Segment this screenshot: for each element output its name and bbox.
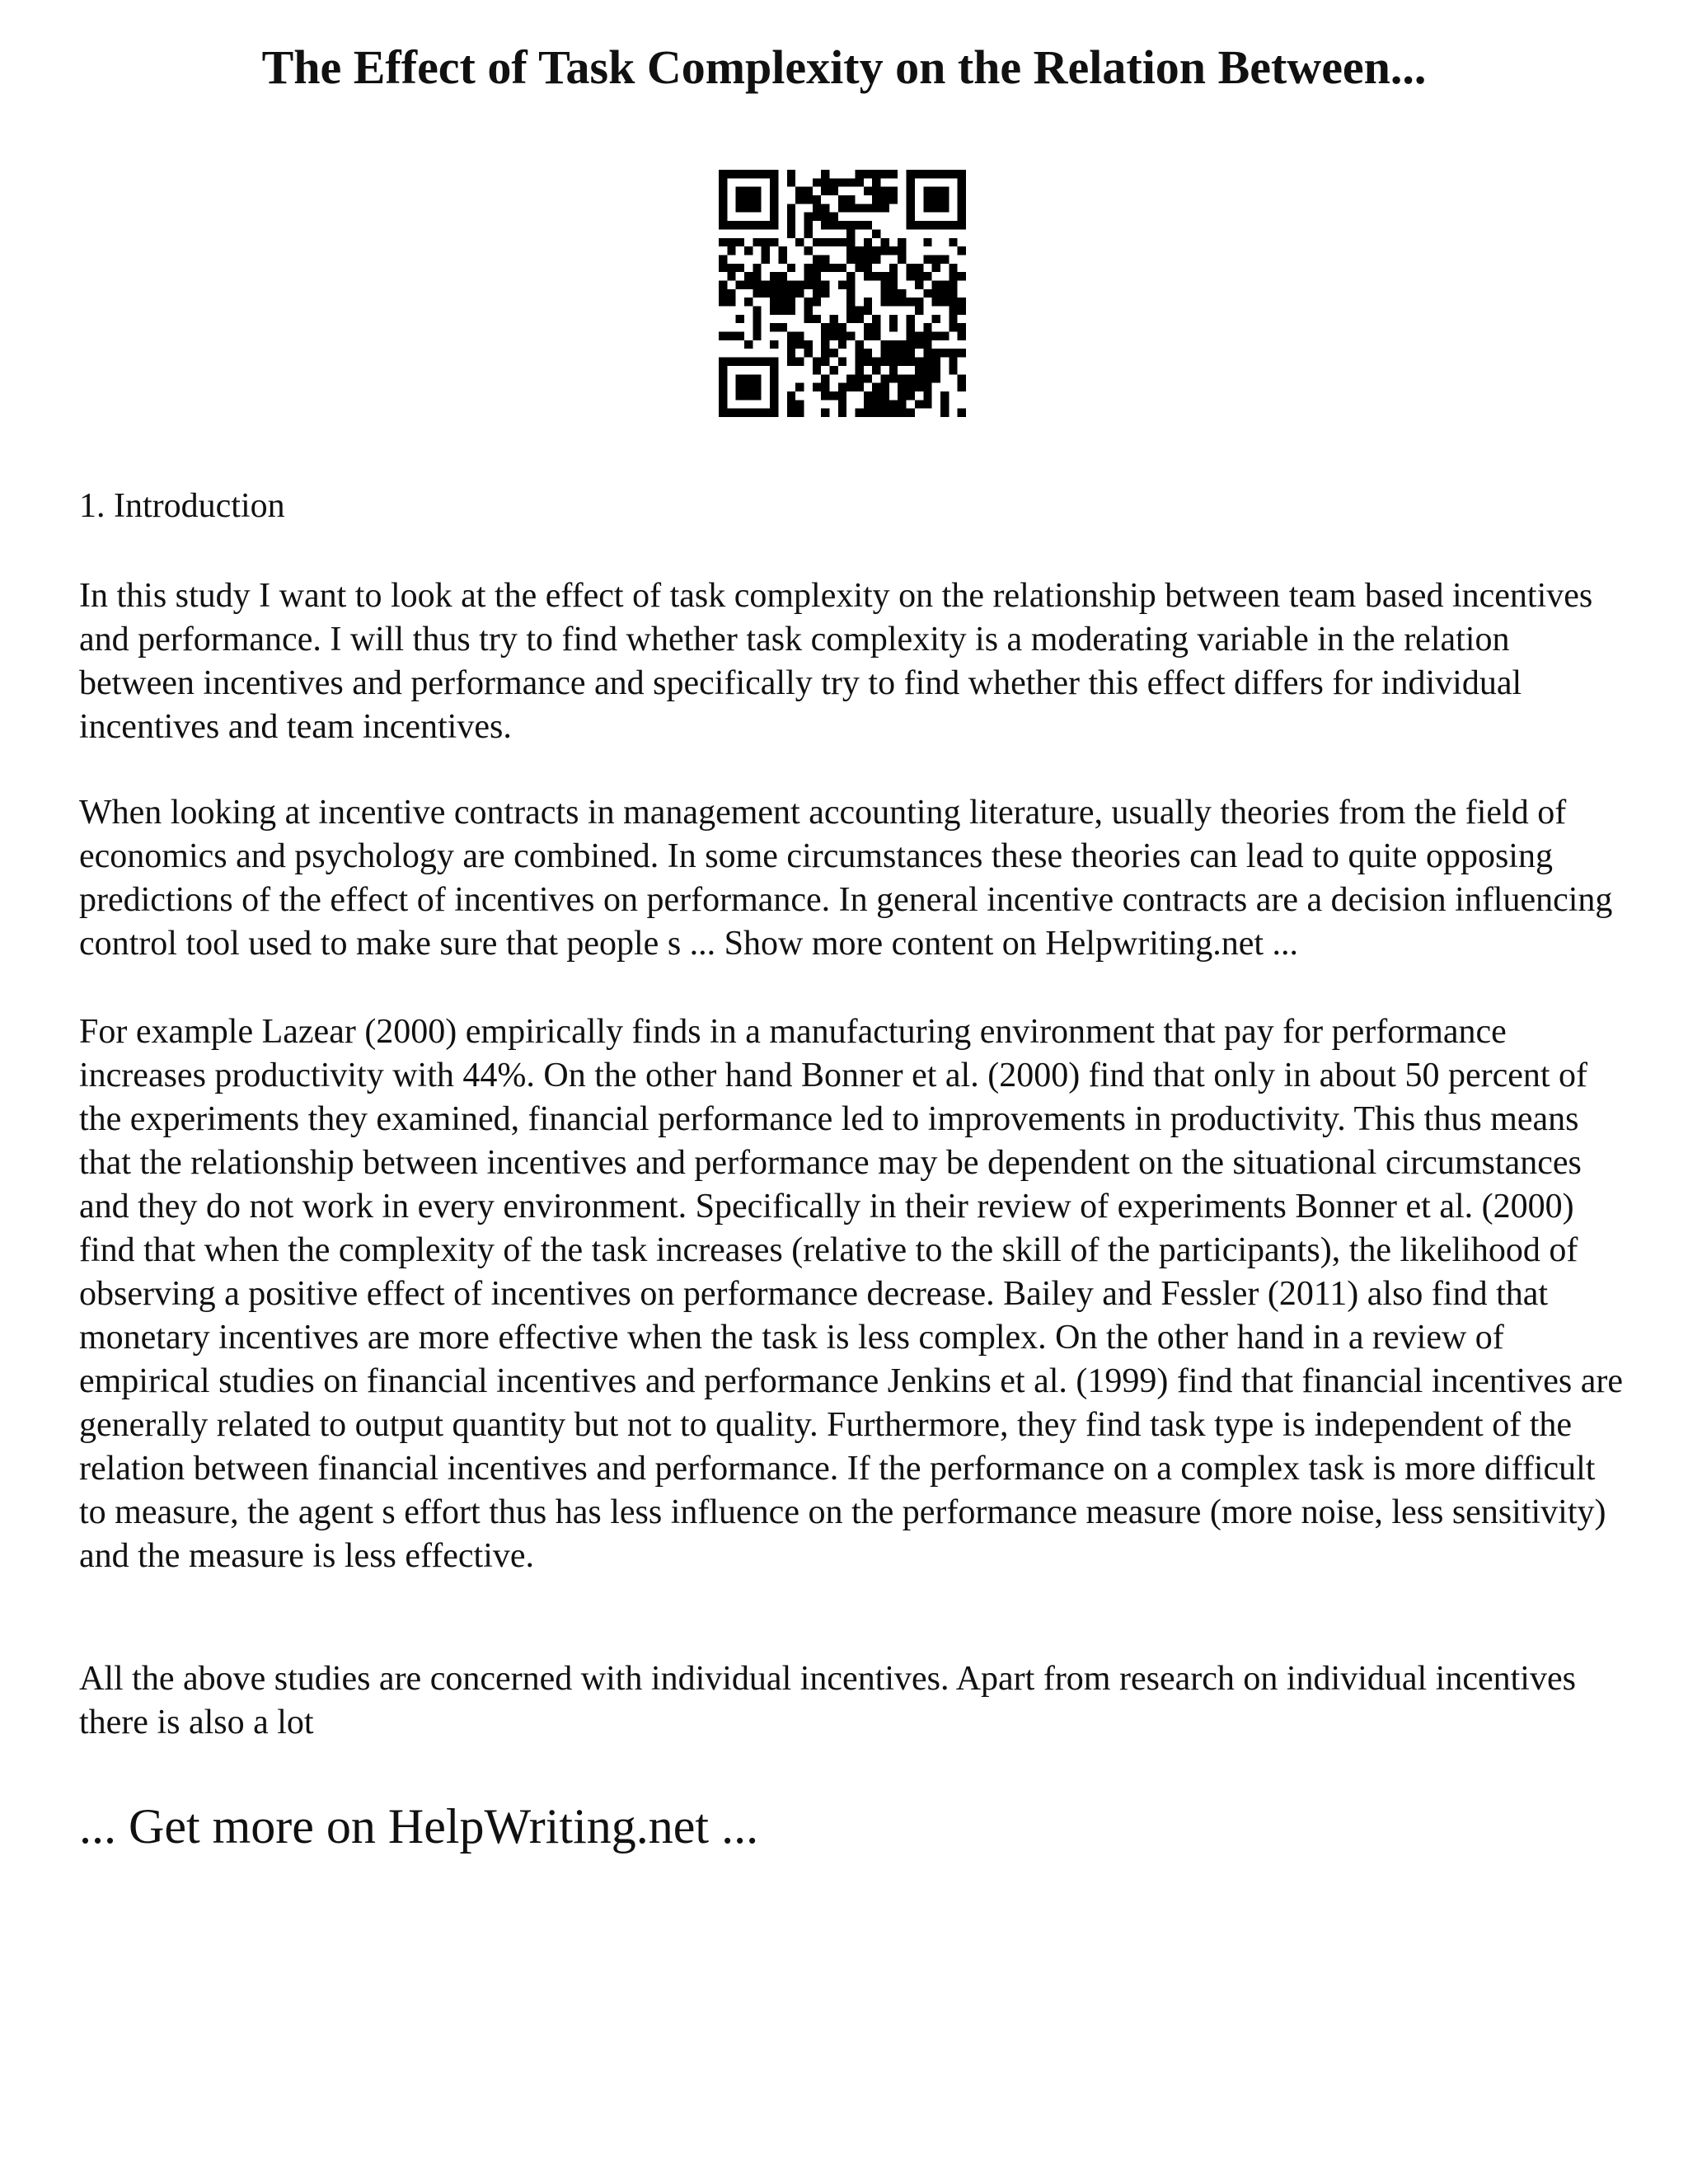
paragraph-4: All the above studies are concerned with individual incentives. Apart from research on individual incentives there is also a lot	[79, 1660, 1576, 1741]
section-heading: 1. Introduction	[79, 487, 285, 525]
qr-code-icon	[719, 170, 966, 417]
page-title: The Effect of Task Complexity on the Relation Between...	[261, 40, 1427, 94]
paragraph-1: In this study I want to look at the effect of task complexity on the relationship between team based incentives and performance. I will thus try to find whether task complexity is a moderating variable in the relation between incentives and performance and specifically try to find whether this effect differs for individual incentives and team incentives.	[79, 577, 1593, 746]
paragraph-3: For example Lazear (2000) empirically finds in a manufacturing environment that pay for performance increases productivity with 44%. On the other hand Bonner et al. (2000) find that only in about 50 percent of the experiments they examined, financial performance led to improvements in productivity. This thus means that the relationship between incentives and performance may be dependent on the situational circumstances and they do not work in every environment. Specifically in their review of experiments Bonner et al. (2000) find that when the complexity of the task increases (relative to the skill of the participants), the likelihood of observing a positive effect of incentives on performance decrease. Bailey and Fessler (2011) also find that monetary incentives are more effective when the task is less complex. On the other hand in a review of empirical studies on financial incentives and performance Jenkins et al. (1999) find that financial incentives are generally related to output quantity but not to quality. Furthermore, they find task type is independent of the relation between financial incentives and performance. If the performance on a complex task is more difficult to measure, the agent s effort thus has less influence on the performance measure (more noise, less sensitivity) and the measure is less effective.	[79, 1013, 1623, 1575]
qr-code-graphic	[719, 170, 966, 417]
get-more-link[interactable]: ... Get more on HelpWriting.net ...	[79, 1799, 759, 1854]
paragraph-2: When looking at incentive contracts in management accounting literature, usually theories from the field of economics and psychology are combined. In some circumstances these theories can lead to quite opposing predictions of the effect of incentives on performance. In general incentive contracts are a decision influencing control tool used to make sure that people s ... Show more content on Helpwriting.net ...	[79, 794, 1613, 963]
